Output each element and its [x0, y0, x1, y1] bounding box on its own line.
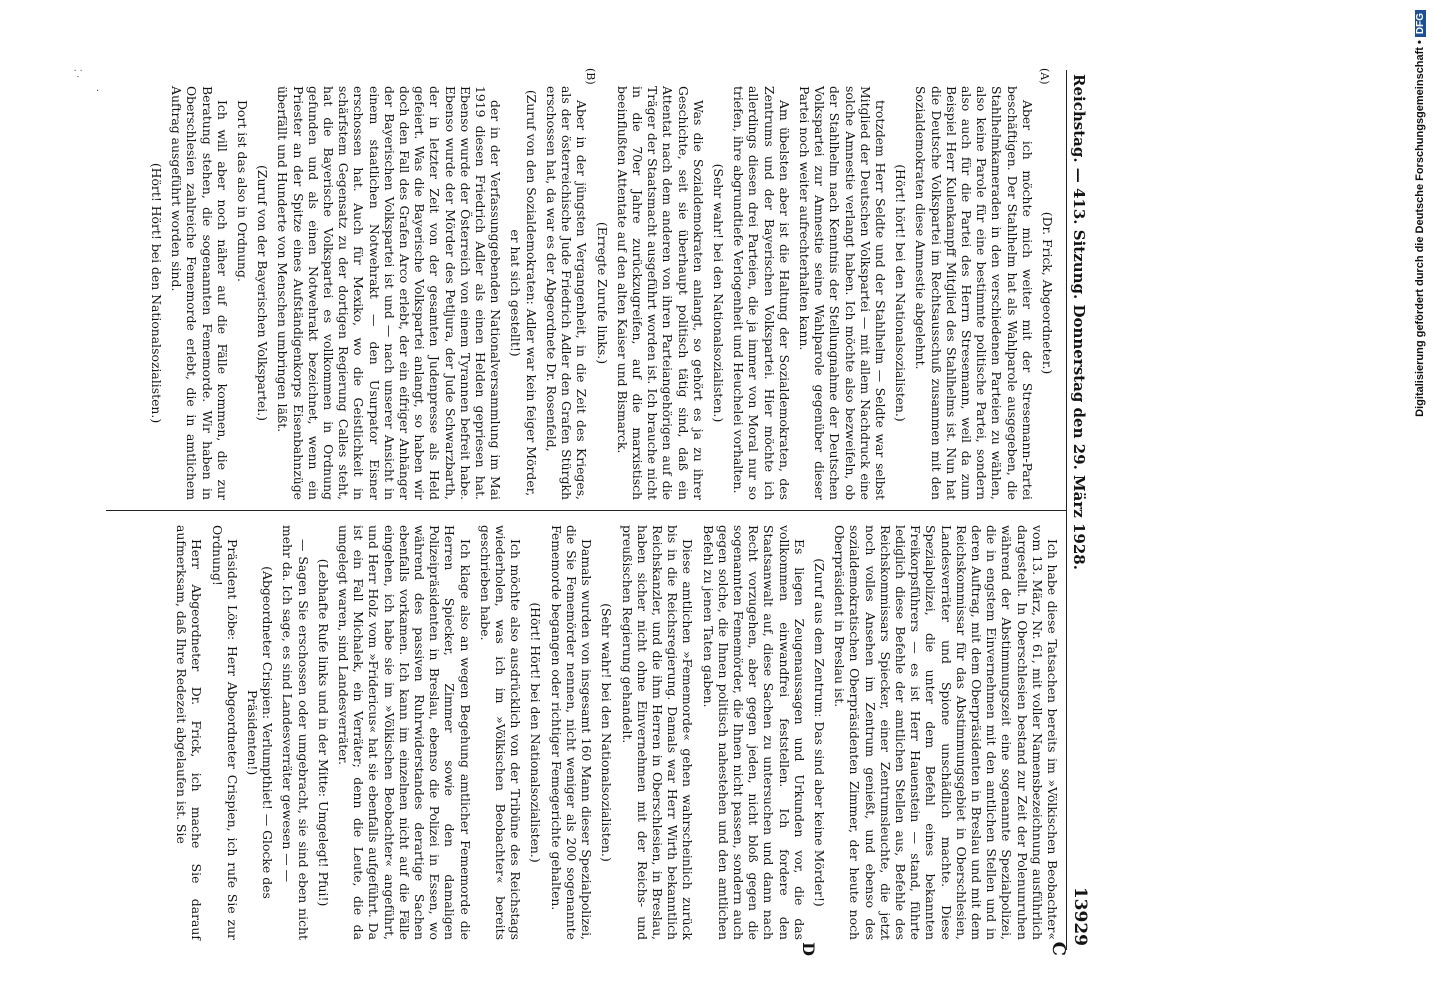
- margin-mark-b: (B): [584, 68, 597, 85]
- dfg-logo: DFG: [1415, 10, 1426, 37]
- paragraph: — Sagen Sie erschossen oder umgebracht, sie sind eben nicht mehr da. Ich sage, es sind Landesverräter gewesen — —: [280, 525, 311, 940]
- interjection: (Lebhafte Rufe links und in der Mitte: Umgelegt! Pfui!): [315, 558, 331, 907]
- paragraph: trotzdem Herr Seldte und der Stahlhelm — Seldte war selbst Mitglied der Deutschen Volkspartei — mit allem Nachdruck eine solche Amnestie verlangt haben. Ich möchte also bezweifeln, ob der Stahlhelm nach Kenntnis der Stellungnahme der Deutschen Volkspartei zur Amnestie seine Wahlparole gegenüber dieser Partei noch weiter aufrechterhalten kann.: [796, 86, 888, 500]
- margin-mark-a: (A): [1038, 68, 1051, 85]
- interjection: (Abgeordneter Crispien: Verlumpthiet! — Glocke des Präsidenten!): [245, 566, 276, 899]
- interjection: (Zuruf von der Bayerischen Volkspartei.): [255, 165, 271, 421]
- digitization-credit: [1412, 10, 1428, 990]
- paragraph: Es liegen Zeugenaussagen und Urkunden vor, die das vollkommen einwandfrei feststellen. Ich fordere den Staatsanwalt auf, diese Sachen zu untersuchen und dann nach Recht vorzugehen, aber gegen jeden, nicht bloß gegen die sogenannten Fememörder, die Ihnen nicht passen, sondern auch gegen solche, die Ihnen politisch nahestehen und den amtlichen Befehl zu jenen Taten gaben.: [700, 525, 807, 940]
- paragraph: Was die Sozialdemokraten anlangt, so gehört es ja zu ihrer Geschichte, seit sie überhaupt politisch tätig sind, daß ein Attentat nach dem anderen von ihren Parteiangehörigen auf die Träger der Staatsmacht ausgeführt worden ist. Ich brauche nicht in die 70er Jahre zurückzugreifen, auf die marxistisch beeinflußten Attentate auf den alten Kaiser und Bismarck.: [614, 86, 706, 500]
- interjection: (Sehr wahr! bei den Nationalsozialisten.): [599, 603, 615, 862]
- paragraph: Ich will aber noch näher auf die Fälle kommen, die zur Beratung stehen, die sogenannten Fememorde. Wir haben in Oberschlesien zahlreiche Fememorde erlebt, die in amtlichem Auftrag ausgeführt worden sind.: [169, 86, 230, 500]
- interjection: (Hört! hört! bei den Nationalsozialisten.): [893, 164, 909, 422]
- paragraph: Aber ich möchte mich weiter mit der Stresemann-Partei beschäftigen. Der Stahlhelm hat als Wahlparole ausgegeben, die Stahlhelmkameraden in den verschiedenen Parteien zu wählen, also keine Parole für eine bestimmte politische Partei, sondern also auch für die Partei des Herrn Stresemann, weil da zum Beispiel Herr Kulenkampff Mitglied des Stahlhelms ist. Nun hat die Deutsche Volkspartei im Rechtsausschuß zusammen mit den Sozialdemokraten diese Amnestie abgelehnt.: [913, 86, 1035, 500]
- interjection: (Sehr wahr! bei den Nationalsozialisten.): [710, 163, 726, 423]
- interjection: (Zuruf von den Sozialdemokraten: Adler war kein feiger Mörder, er hat sich gestellt!): [508, 89, 539, 497]
- paragraph: Ich klage also an wegen Begehung amtlicher Fememorde die Herren Spiecker, Zimmer sowie den damaligen Polizeipräsidenten in Breslau, ebenso die Polizei in Essen, wo während des passiven Ruhrwiderstandes derartige Sachen ebenfalls vorkamen. Ich kann im einzelnen nicht auf die Fälle eingehen, ich habe sie im »Völkischen Beobachter« angeführt, und Herr Holz vom »Fridericus« hat sie ebenfalls aufgeführt. Da ist ein Fall Michalek, ein Verräter; denn die Leute, die da umgelegt waren, sind Landesverräter.: [336, 525, 473, 940]
- header-title: Reichstag. — 413. Sitzung. Donnerstag den 29. März 1928.: [1070, 74, 1088, 570]
- credit-caption: Digitalisierung gefördert durch die Deutsche Forschungsgemeinschaft •: [1414, 40, 1426, 417]
- column-right: [106, 510, 1069, 956]
- scan-speck: ·: [96, 86, 100, 97]
- paragraph: Diese amtlichen »Fememorde« gehen wahrscheinlich zurück bis in die Reichsregierung. Damals war Herr Wirth bekanntlich Reichskanzler, und die ihm Herren in Oberschlesien, in Breslau, haben sicher nicht ohne Einvernehmen mit der Reichs- und preußischen Regierung gehandelt.: [619, 525, 696, 940]
- digitization-credit-text: [1414, 10, 1426, 990]
- text-columns: [106, 68, 1069, 956]
- paragraph: Ich habe diese Tatsachen bereits im »Völkischen Beobachter« vom 13. März, Nr. 61, mit voller Namensbezeichnung ausführlich dargestellt. In Oberschlesien bestand zur Zeit der Polenunruhen während der Abstimmungszeit eine sogenannte Spezialpolizei, die in engstem Einvernehmen mit den amtlichen Stellen und in deren Auftrag, mit dem Oberpräsidenten in Breslau und mit dem Reichskommissar für das Abstimmungsgebiet in Oberschlesien, Landesverräter und Spione unschädlich machte. Diese Spezialpolizei, die unter dem Befehl eines bekannten Freikorpsführers — es ist Herr Hauenstein — stand, führte lediglich diese Befehle der amtlichen Stellen aus, Befehle des Reichskommissars Spiecker, einer Zentrumsleuchte, die jetzt noch volles Ansehen im Zentrum genießt, und ebenso des sozialdemokratischen Oberpräsidenten Zimmer, der heute noch Oberpräsident in Breslau ist.: [832, 525, 1060, 940]
- paragraph: Herr Abgeordneter Dr. Frick, ich mache Sie darauf aufmerksam, daß Ihre Redezeit abgelaufen ist. Sie: [174, 525, 205, 940]
- page-rotated-content: [100, 68, 1100, 956]
- interjection: (Zuruf aus dem Zentrum: Das sind aber keine Mörder!): [811, 558, 827, 907]
- interjection: (Hört! Hört! bei den Nationalsozialisten.): [149, 162, 165, 424]
- running-header: [1066, 70, 1094, 950]
- scanned-page: [100, 68, 1100, 956]
- speaker-line: (Dr. Frick, Abgeordneter.): [1040, 211, 1055, 375]
- margin-mark-d: D: [799, 942, 818, 956]
- paragraph: Aber in der jüngsten Vergangenheit, in die Zeit des Krieges, als der österreichische Jude Friedrich Adler den Grafen Stürgkh erschossen hat, da war es der Abgeordnete Dr. Rosenfeld,: [543, 86, 590, 500]
- interjection: (Hört! Hört! bei den Nationalsozialisten.): [528, 602, 544, 863]
- paragraph: Ich möchte also ausdrücklich von der Tribüne des Reichstags wiederholen, was ich im »Völkischen Beobachter« bereits geschrieben habe.: [477, 525, 524, 940]
- paragraph: Damals wurden von insgesamt 160 Mann dieser Spezialpolizei, die Sie Fememörder nennen, nicht weniger als 200 sogenannte Fememorde begangen oder richtiger Femegerichte gehalten.: [548, 525, 595, 940]
- page-number: 13929: [1070, 886, 1090, 946]
- paragraph: der in der Verfassunggebenden Nationalversammlung im Mai 1919 diesen Friedrich Adler als einen Helden gepriesen hat. Ebenso wurde der Österreich von einem Tyrannen befreit habe. Ebenso wurde der Mörder des Petljura, der Jude Schwarzbarth, der in letzter Zeit von der gesamten Judenpresse als Held gefeiert. Was die Bayerische Volkspartei anlangt, so haben wir doch den Fall des Grafen Arco erlebt, der ein eifriger Anhänger der Bayerischen Volkspartei ist und — nach unserer Ansicht in einem staatlichen Notwehrakt — den Usurpator Eisner erschossen hat. Auch für Mexiko, wo die Geistlichkeit in schärfstem Gegensatz zu der dortigen Regierung Calles steht, hat die Bayerische Volkspartei es vollkommen in Ordnung gefunden und als einen Notwehrakt bezeichnet, wenn ein Priester an der Spitze eines Aufständigenkorps Eisenbahnzüge überfällt und Hunderte von Menschen umbringen läßt.: [275, 86, 504, 500]
- paragraph: Präsident Löbe: Herr Abgeordneter Crispien, ich rufe Sie zur Ordnung!: [209, 525, 240, 940]
- margin-mark-c: C: [1048, 941, 1069, 956]
- paragraph: Dort ist das also in Ordnung.: [235, 100, 251, 282]
- paragraph: Am übelsten aber ist die Haltung der Sozialdemokraten, des Zentrums und der Bayerischen Volkspartei. Hier möchte ich allerdings diesen drei Parteien, die ja immer von Moral nur so triefen, ihre abgrundtiefe Verlogenheit und Heuchelei vorhalten.: [731, 86, 792, 500]
- column-left: [106, 70, 1066, 510]
- interjection: (Erregte Zurufe links.): [594, 221, 610, 365]
- scan-speck: ⸪: [74, 69, 83, 80]
